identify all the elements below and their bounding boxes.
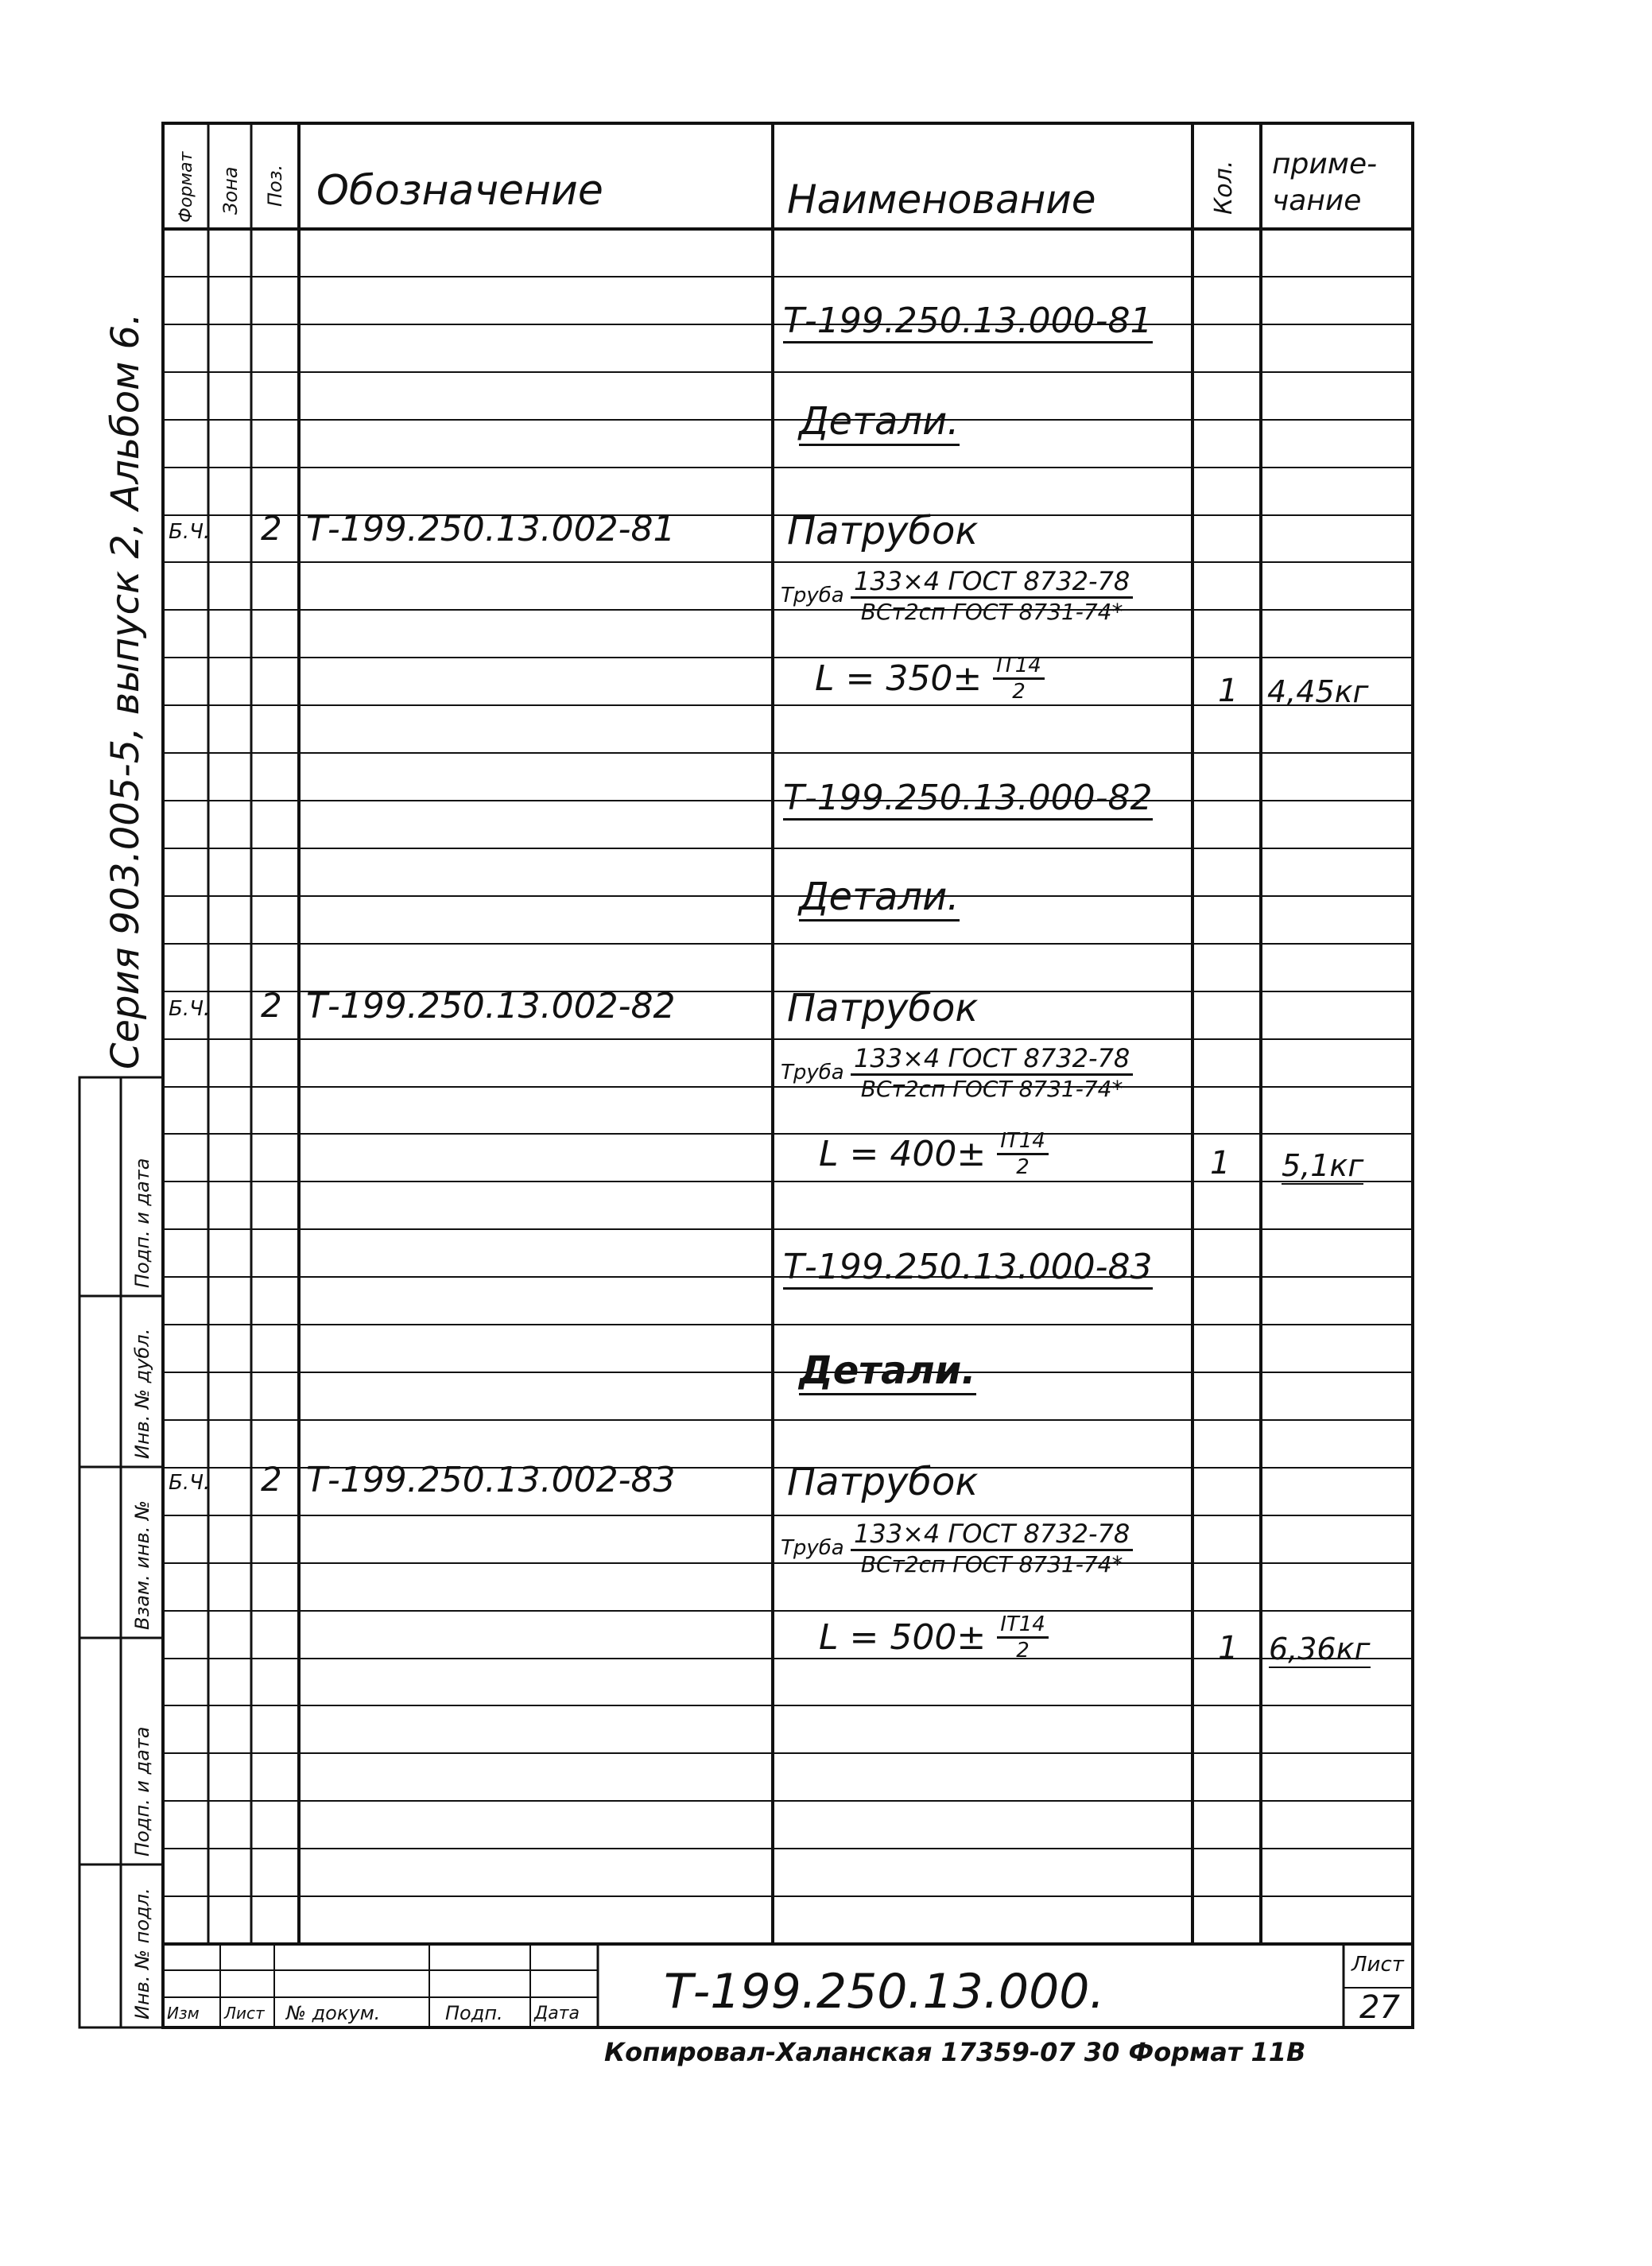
- pipe-size-gost: 133×4 ГОСТ 8732-78: [851, 1043, 1133, 1076]
- header-zone: Зона: [219, 166, 242, 215]
- tolerance-den: 2: [1012, 680, 1026, 704]
- pipe-steel-gost: ВСт2сп ГОСТ 8731-74*: [860, 599, 1123, 625]
- header-format: Формат: [176, 151, 196, 223]
- pipe-spec: [781, 1043, 1133, 1102]
- pipe-label: Труба: [781, 1536, 844, 1560]
- length-value: L = 500±: [819, 1617, 987, 1658]
- footer-copy-note: Копировал-Халанская 17359-07 30 Формат 11В: [604, 2037, 1306, 2067]
- row-format: Б.Ч.: [169, 1471, 211, 1495]
- side-label-podp-data-2: Подп. и дата: [131, 1158, 153, 1288]
- title-col-date: Дата: [534, 2004, 580, 2023]
- header-qty: Кол.: [1210, 160, 1238, 215]
- row-note-mass: 6,36кг: [1269, 1632, 1371, 1667]
- title-col-doc: № докум.: [286, 2002, 381, 2024]
- length-spec: [815, 654, 1045, 704]
- row-designation: Т-199.250.13.002-83: [306, 1460, 676, 1500]
- section-details-heading: Детали.: [799, 1348, 976, 1395]
- tolerance-den: 2: [1016, 1639, 1030, 1663]
- title-sheet-number: 27: [1359, 1989, 1400, 2026]
- tolerance-fraction: [997, 1129, 1049, 1179]
- pipe-size-gost: 133×4 ГОСТ 8732-78: [851, 566, 1133, 599]
- pipe-fraction: [851, 1519, 1133, 1577]
- row-pos: 2: [261, 509, 282, 548]
- row-item-name: Патрубок: [787, 986, 979, 1030]
- row-qty: 1: [1210, 1145, 1231, 1182]
- section-details-heading: Детали.: [799, 399, 960, 446]
- side-label-podp-data: Подп. и дата: [131, 1726, 153, 1857]
- length-value: L = 350±: [815, 658, 983, 699]
- row-format: Б.Ч.: [169, 997, 211, 1021]
- tolerance-num: IT14: [997, 1129, 1049, 1155]
- pipe-steel-gost: ВСт2сп ГОСТ 8731-74*: [860, 1551, 1123, 1577]
- row-pos: 2: [261, 1460, 282, 1499]
- row-designation: Т-199.250.13.002-82: [306, 986, 676, 1026]
- header-name: Наименование: [787, 177, 1096, 223]
- header-note-line1: приме-: [1272, 148, 1378, 180]
- pipe-label: Труба: [781, 584, 844, 607]
- row-item-name: Патрубок: [787, 509, 979, 553]
- row-note-mass: 5,1кг: [1282, 1148, 1364, 1183]
- row-item-name: Патрубок: [787, 1460, 979, 1504]
- pipe-steel-gost: ВСт2сп ГОСТ 8731-74*: [860, 1076, 1123, 1102]
- tolerance-fraction: [993, 654, 1045, 704]
- tolerance-den: 2: [1016, 1155, 1030, 1179]
- header-designation: Обозначение: [316, 167, 603, 215]
- series-title: Серия 903.005-5, выпуск 2, Альбом 6.: [103, 312, 148, 1069]
- title-doc-number: Т-199.250.13.000.: [664, 1964, 1105, 2020]
- side-label-vzam-inv: Взам. инв. №: [131, 1500, 153, 1630]
- pipe-fraction: [851, 1043, 1133, 1102]
- section-doc-number: Т-199.250.13.000-83: [783, 1247, 1153, 1290]
- tolerance-num: IT14: [993, 654, 1045, 680]
- length-spec: [819, 1129, 1049, 1179]
- tolerance-num: IT14: [997, 1612, 1049, 1639]
- row-pos: 2: [261, 986, 282, 1025]
- row-format: Б.Ч.: [169, 520, 211, 544]
- section-details-heading: Детали.: [799, 875, 960, 922]
- side-label-inv-podl: Инв. № подл.: [131, 1888, 153, 2020]
- title-col-list: Лист: [224, 2004, 265, 2023]
- section-doc-number: Т-199.250.13.000-82: [783, 778, 1153, 821]
- title-sheet-label: Лист: [1351, 1953, 1404, 1977]
- title-col-sign: Подп.: [445, 2002, 503, 2024]
- length-value: L = 400±: [819, 1134, 987, 1174]
- length-spec: [819, 1612, 1049, 1663]
- tolerance-fraction: [997, 1612, 1049, 1663]
- section-doc-number: Т-199.250.13.000-81: [783, 301, 1153, 343]
- header-note-line2: чание: [1272, 184, 1362, 217]
- header-pos: Поз.: [264, 164, 286, 207]
- row-qty: 1: [1218, 1630, 1239, 1667]
- row-qty: 1: [1218, 673, 1239, 709]
- pipe-label: Труба: [781, 1061, 844, 1084]
- pipe-size-gost: 133×4 ГОСТ 8732-78: [851, 1519, 1133, 1551]
- pipe-spec: [781, 566, 1133, 625]
- pipe-fraction: [851, 566, 1133, 625]
- pipe-spec: [781, 1519, 1133, 1577]
- row-note-mass: 4,45кг: [1267, 674, 1369, 709]
- row-designation: Т-199.250.13.002-81: [306, 509, 676, 549]
- side-label-inv-dubl: Инв. № дубл.: [131, 1328, 153, 1459]
- title-col-izm: Изм: [167, 2004, 200, 2023]
